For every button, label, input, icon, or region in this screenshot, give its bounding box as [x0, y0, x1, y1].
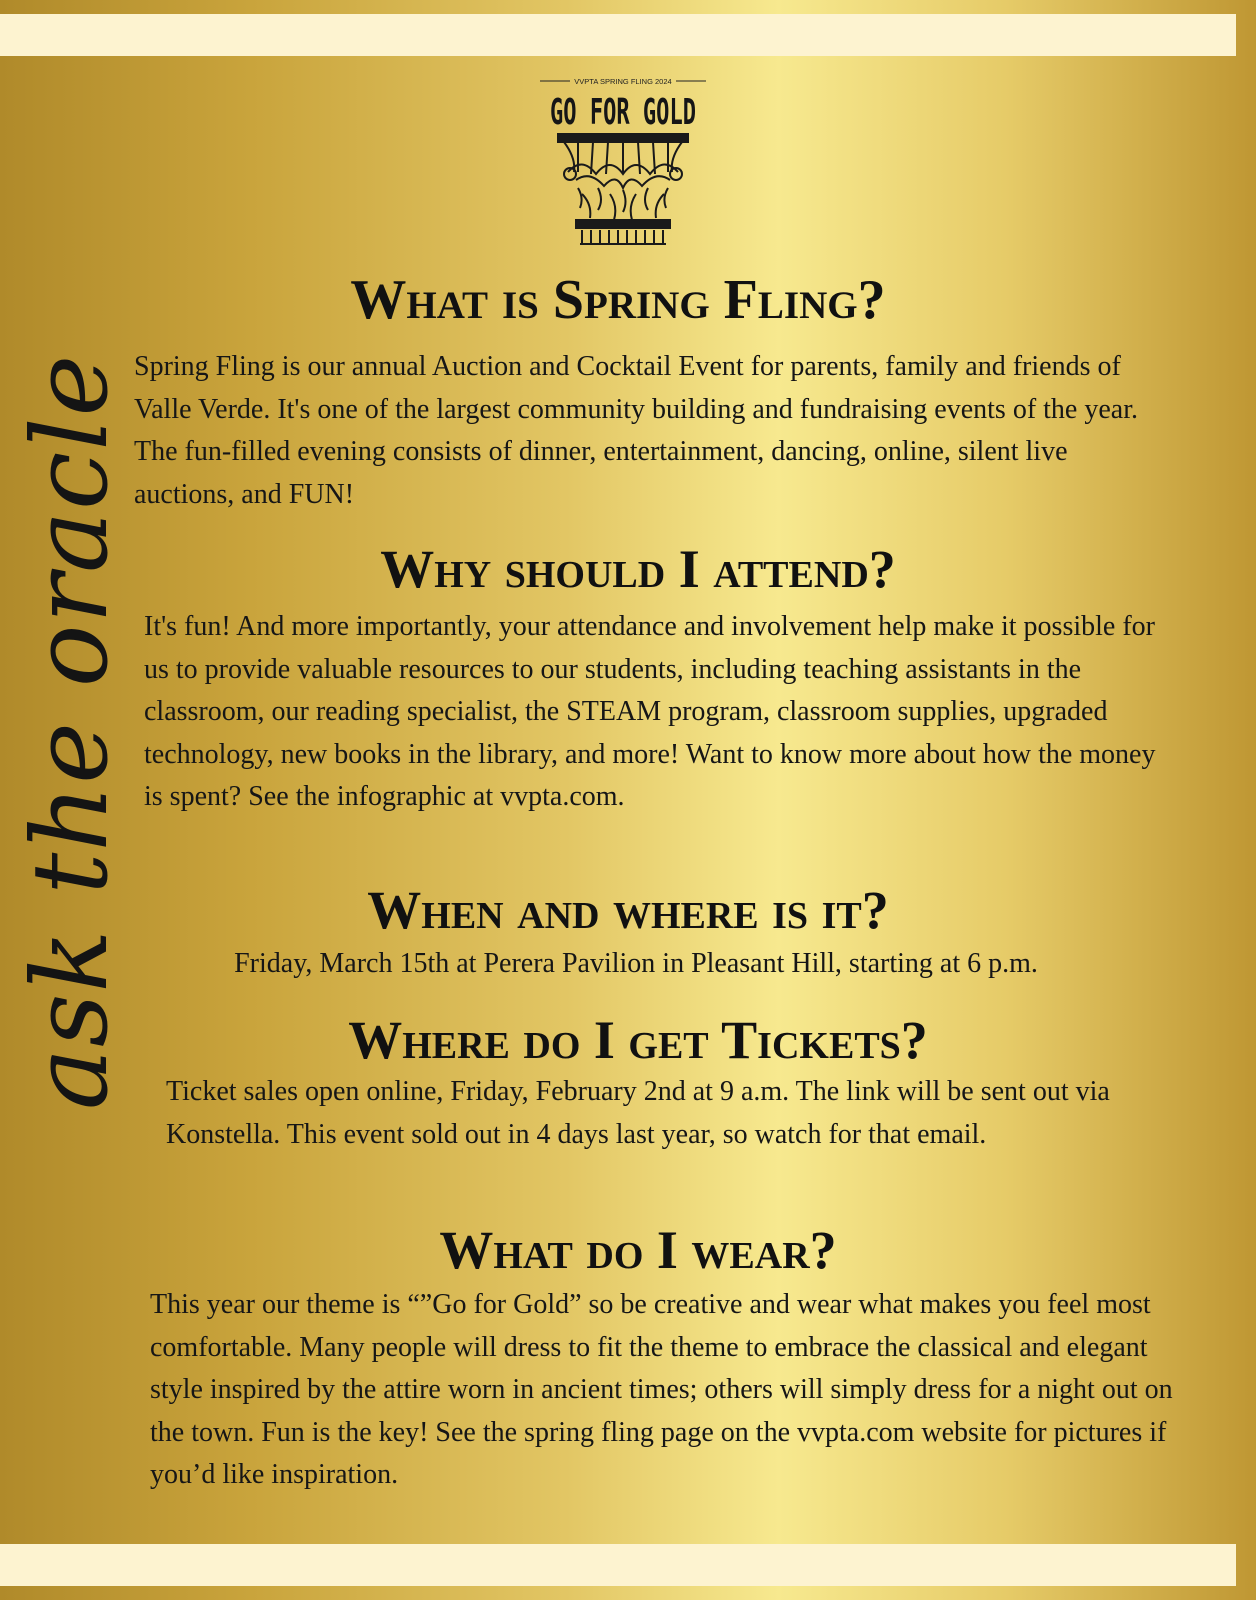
bottom-cream-band — [0, 1544, 1236, 1586]
paragraph-tickets: Ticket sales open online, Friday, February 2nd at 9 a.m. The link will be sent out via Konstella. This event sold out in 4 days last year, so watch for that email. — [166, 1076, 1110, 1150]
top-cream-band — [0, 14, 1236, 56]
heading-tickets: Where do I get Tickets? — [348, 1010, 928, 1070]
heading-why-attend: Why should I attend? — [380, 539, 896, 599]
paragraph-why-attend: It's fun! And more importantly, your attendance and involvement help make it possible for us to provide valuable resources to our students, including teaching assistants in the classroom, our reading specialist, the STEAM program, classroom supplies, upgraded technology, new books in the library, and more! Want to know more about how the money is spent? See the infographic at vvpta.com. — [144, 611, 1156, 812]
vertical-script-text: ask the oracle — [9, 353, 131, 1110]
paragraph-when-where: Friday, March 15th at Perera Pavilion in Pleasant Hill, starting at 6 p.m. — [234, 948, 1038, 979]
corinthian-column-capital-icon — [558, 134, 688, 244]
heading-what-is-spring-fling: What is Spring Fling? — [350, 269, 886, 331]
heading-what-to-wear: What do I wear? — [439, 1220, 837, 1280]
go-for-gold-logo — [518, 74, 728, 254]
heading-when-where: When and where is it? — [367, 880, 889, 940]
logo-kicker: VVPTA SPRING FLING 2024 — [574, 77, 672, 86]
logo-title: GO FOR GOLD — [550, 92, 696, 133]
paragraph-what-is-spring-fling: Spring Fling is our annual Auction and Cocktail Event for parents, family and friends of Valle Verde. It's one of the largest community building and fundraising events of the year. The fun-filled evening consists of dinner, entertainment, dancing, online, silent live auctions, and FUN! — [134, 351, 1138, 510]
paragraph-what-to-wear: This year our theme is “”Go for Gold” so be creative and wear what makes you feel most comfortable. Many people will dress to fit the theme to embrace the classical and elegant style inspired by the attire worn in ancient times; others will simply dress for a night out on the town. Fun is the key! See the spring fling page on the vvpta.com website for pictures if you’d like inspiration. — [150, 1289, 1173, 1490]
